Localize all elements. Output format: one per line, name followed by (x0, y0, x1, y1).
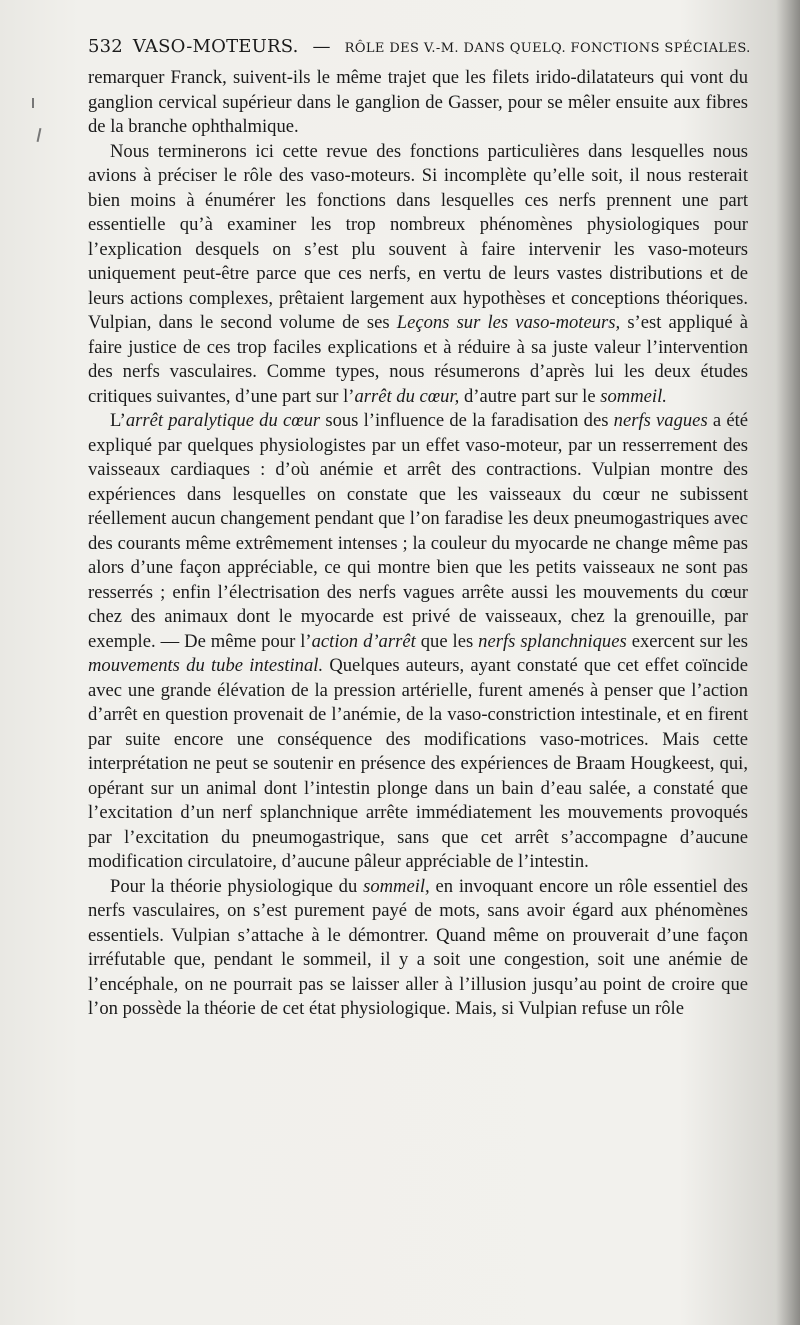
paragraph (88, 409, 748, 875)
text-run: d’autre part sur le (459, 385, 601, 407)
text-run: a été expliqué par quelques physiologistes par un effet vaso-moteur, par un resserrement des vaisseaux cardiaques : d’où anémie et arrêt des contractions. Vulpian montre des expériences dans lesquelles on constate que les vaisseaux du cœur ne subissent réellement aucun changement pendant que l’on faradise les deux pneumogastriques avec des courants même extrêmement intenses ; la couleur du myocarde ne change même pas alors d’une façon appréciable, ce qui montre bien que les petits vaisseaux ne sont pas resserrés ; enfin l’électrisation des nerfs vagues arrête aussi les mouvements du cœur chez des animaux dont le myocarde est privé de vaisseaux, chez la grenouille, par exemple. — De même pour l’ (88, 410, 749, 652)
paragraph (88, 66, 748, 140)
italic-text: nerfs vagues (613, 410, 708, 431)
paragraph (88, 140, 748, 410)
text-run: Nous terminerons ici cette revue des fonctions particulières dans lesquelles nous avions à préciser le rôle des vaso-moteurs. Si incomplète qu’elle soit, il nous resterait bien moins à énumérer les fonctions dans lesquelles ces nerfs prennent une part essentielle qu’à examiner les trop nombreux phénomènes physiologiques pour l’explication desquels on s’est plu souvent à faire intervenir les vaso-moteurs uniquement peut-être parce que ces nerfs, en vertu de leurs vastes distributions et de leurs actions complexes, prêtaient largement aux hypothèses et conceptions théoriques. Vulpian, dans le second volume de ses (88, 140, 748, 333)
page-number: 532 (88, 36, 123, 57)
italic-text: arrêt du cœur, (354, 385, 460, 407)
italic-text: sommeil, (363, 875, 430, 897)
header-dash: — (312, 36, 331, 57)
text-run: exercent sur les (626, 630, 748, 652)
text-run: en invoquant encore un rôle essentiel des nerfs vasculaires, on s’est purement payé de mots, sans avoir égard aux phénomènes essentiels. Vulpian s’attache à le démontrer. Quand même on prouverait d’une façon irréfutable que, pendant le sommeil, il y a soit une congestion, soit une anémie de l’encéphale, on ne pourrait pas se laisser aller à l’illusion jusqu’au point de croire que l’on possède la théorie de cet état physiologique. Mais, si Vulpian refuse un rôle (88, 875, 748, 1019)
italic-text: sommeil. (600, 385, 667, 407)
italic-text: arrêt paralytique du cœur (125, 410, 321, 431)
text-run: que les (415, 630, 479, 652)
italic-text: Leçons sur les vaso-moteurs, (396, 312, 621, 333)
text-run: s’est appliqué à faire justice de ces trop faciles explications et à réduire à sa juste valeur l’intervention des nerfs vasculaires. Comme types, nous résumerons d’après lui les deux études critiques suivantes, d’une part sur l’ (88, 312, 748, 407)
margin-mark (32, 98, 34, 108)
text-run: sous l’influence de la faradisation des (320, 410, 614, 431)
paragraph (88, 875, 748, 1022)
text-run: L’ (110, 410, 126, 431)
margin-marks (28, 98, 48, 158)
running-title: VASO-MOTEURS. (132, 36, 299, 57)
text-run: remarquer Franck, suivent-ils le même trajet que les filets irido-dilatateurs qui vont du ganglion cervical supérieur dans le ganglion de Gasser, pour se mêler ensuite aux fibres de la branche ophthalmique. (88, 67, 748, 137)
running-subtitle: RÔLE DES V.-M. DANS QUELQ. FONCTIONS SPÉCIALES. (344, 41, 751, 56)
text-run: Quelques auteurs, ayant constaté que cet effet coïncide avec une grande élévation de la pression artérielle, furent amenés à penser que l’action d’arrêt en question provenait de l’anémie, de la vaso-constriction intestinale, et en firent par suite encore une conséquence des modifications vaso-motrices. Mais cette interprétation ne peut se soutenir en présence des expériences de Braam Hougkeest, qui, opérant sur un animal dont l’intestin plonge dans un bain d’eau salée, a constaté que l’excitation d’un nerf splanchnique arrête immédiatement les mouvements provoqués par l’excitation du pneumogastrique, sans que cet arrêt s’accompagne d’aucune modification circulatoire, d’aucune pâleur appréciable de l’intestin. (88, 655, 748, 872)
italic-text: nerfs splanchniques (478, 630, 627, 652)
italic-text: mouvements du tube intestinal. (88, 655, 324, 676)
running-header (88, 36, 768, 57)
text-run: Pour la théorie physiologique du (110, 875, 364, 897)
italic-text: action d’arrêt (311, 630, 416, 652)
margin-mark (37, 128, 42, 142)
body-text (88, 66, 748, 1022)
